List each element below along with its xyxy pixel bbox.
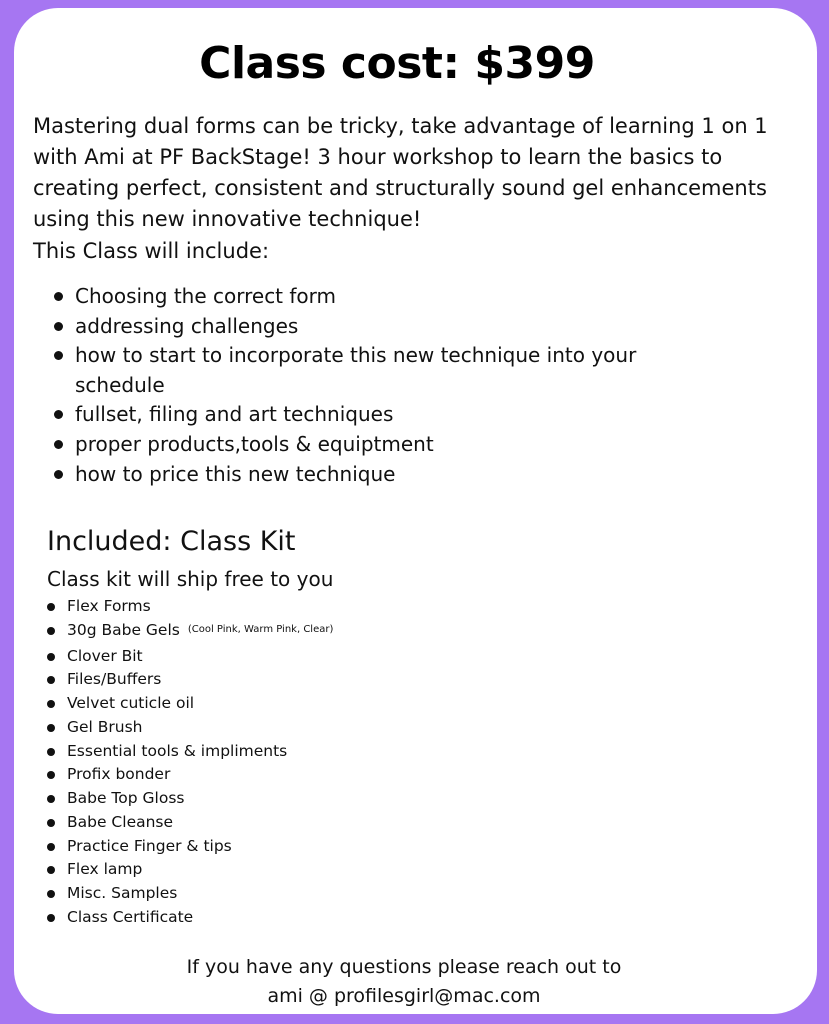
kit-item: Velvet cuticle oil	[47, 692, 333, 716]
kit-list	[47, 595, 333, 930]
kit-item: Clover Bit	[47, 645, 333, 669]
class-cost-title: Class cost: $399	[199, 38, 595, 89]
kit-item-label: 30g Babe Gels	[67, 620, 180, 639]
list-item: fullset, filing and art techniques	[54, 400, 694, 430]
includes-list	[54, 282, 694, 489]
contact-email: ami @ profilesgirl@mac.com	[267, 985, 541, 1007]
kit-item: Babe Cleanse	[47, 811, 333, 835]
includes-heading: This Class will include:	[33, 239, 270, 263]
kit-item: Class Certificate	[47, 906, 333, 930]
flyer-card	[14, 8, 817, 1014]
list-item: how to start to incorporate this new technique into your schedule	[54, 341, 694, 400]
list-item: Choosing the correct form	[54, 282, 694, 312]
kit-heading: Included: Class Kit	[47, 526, 296, 557]
kit-item: Babe Top Gloss	[47, 787, 333, 811]
kit-item: Profix bonder	[47, 763, 333, 787]
list-item: how to price this new technique	[54, 460, 694, 490]
contact-line: If you have any questions please reach out to	[186, 956, 622, 978]
kit-item: Flex Forms	[47, 595, 333, 619]
kit-item: Essential tools & impliments	[47, 740, 333, 764]
kit-item: Misc. Samples	[47, 882, 333, 906]
kit-subheading: Class kit will ship free to you	[47, 567, 334, 591]
kit-item: Practice Finger & tips	[47, 835, 333, 859]
gels-colors-note: (Cool Pink, Warm Pink, Clear)	[187, 623, 334, 635]
kit-item: Gel Brush	[47, 716, 333, 740]
kit-item: Flex lamp	[47, 858, 333, 882]
kit-item-gels	[47, 619, 333, 645]
list-item: addressing challenges	[54, 312, 694, 342]
contact-footer	[14, 953, 794, 1011]
list-item: proper products,tools & equiptment	[54, 430, 694, 460]
kit-item: Files/Buffers	[47, 668, 333, 692]
intro-paragraph: Mastering dual forms can be tricky, take advantage of learning 1 on 1 with Ami at PF BackStage! 3 hour workshop to learn the basics to creating perfect, consistent and structurally sound gel enhancements using this new innovative technique!	[33, 114, 768, 231]
